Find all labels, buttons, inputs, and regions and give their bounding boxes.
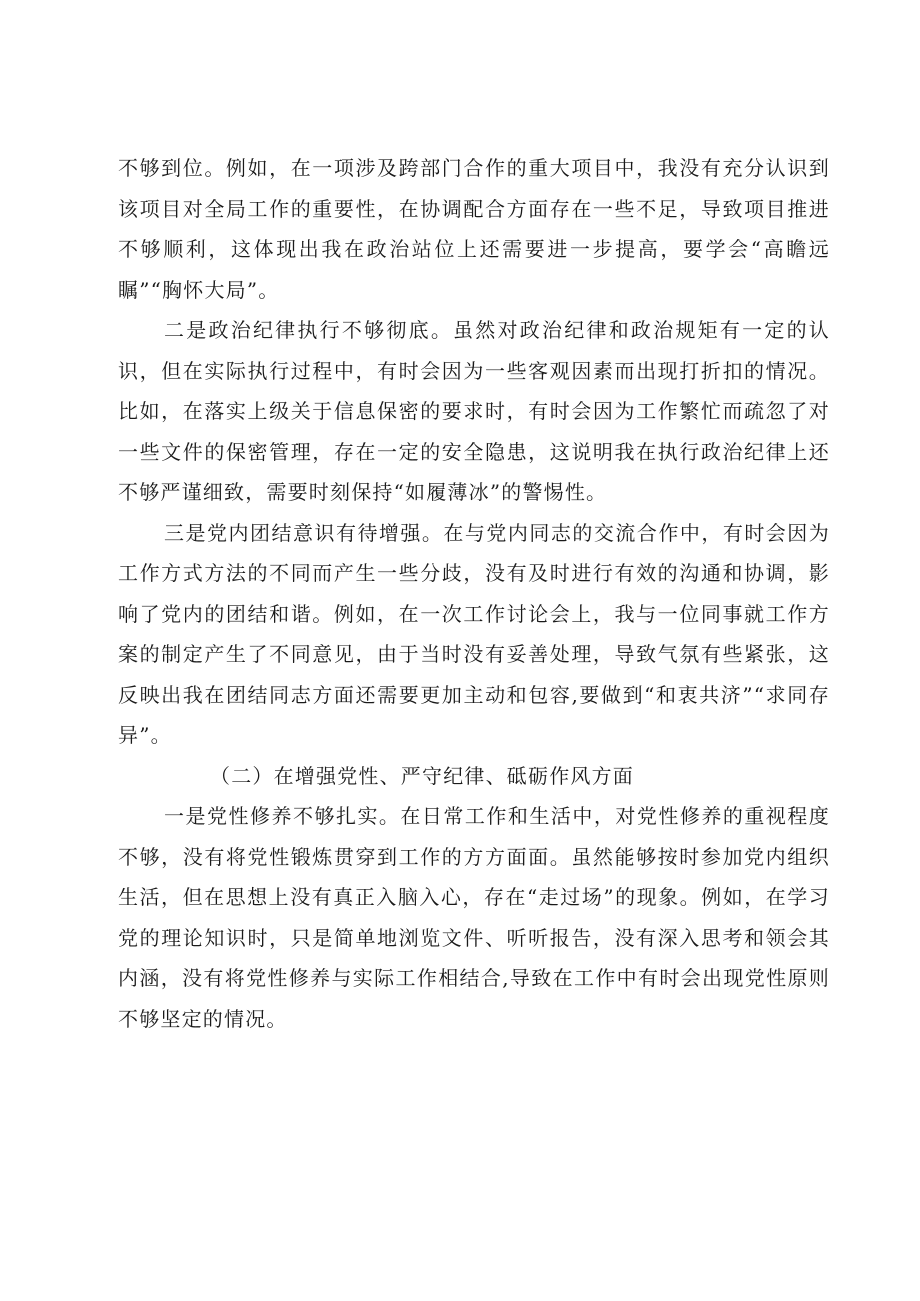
section-heading-text: （二）在增强党性、严守纪律、砥砺作风方面 xyxy=(210,763,634,788)
paragraph-party-unity: 三是党内团结意识有待增强。在与党内同志的交流合作中，有时会因为工作方式方法的不同而产生一些分歧，没有及时进行有效的沟通和协调，影响了党内的团结和谐。例如，在一次工作讨论会上，我与一位同事就工作方案的制定产生了不同意见，由于当时没有妥善处理，导致气氛有些紧张，这反映出我在团结同志方面还需要更加主动和包容,要做到“和衷共济”“求同存异”。 xyxy=(118,520,830,747)
section-heading-two xyxy=(118,756,830,797)
paragraph-political-stance-continuation: 不够到位。例如，在一项涉及跨部门合作的重大项目中，我没有充分认识到该项目对全局工作的重要性，在协调配合方面存在一些不足，导致项目推进不够顺利，这体现出我在政治站位上还需要进一步提高，要学会“高瞻远瞩”“胸怀大局”。 xyxy=(118,156,830,302)
paragraph-party-spirit: 一是党性修养不够扎实。在日常工作和生活中，对党性修养的重视程度不够，没有将党性锻炼贯穿到工作的方方面面。虽然能够按时参加党内组织生活，但在思想上没有真正入脑入心，存在“走过场”的现象。例如，在学习党的理论知识时，只是简单地浏览文件、听听报告，没有深入思考和领会其内涵，没有将党性修养与实际工作相结合,导致在工作中有时会出现党性原则不够坚定的情况。 xyxy=(118,804,830,1031)
document-body xyxy=(118,148,830,1039)
paragraph-political-discipline: 二是政治纪律执行不够彻底。虽然对政治纪律和政治规矩有一定的认识，但在实际执行过程中，有时会因为一些客观因素而出现打折扣的情况。比如，在落实上级关于信息保密的要求时，有时会因为工作繁忙而疏忽了对一些文件的保密管理，存在一定的安全隐患，这说明我在执行政治纪律上还不够严谨细致，需要时刻保持“如履薄冰”的警惕性。 xyxy=(118,318,830,504)
